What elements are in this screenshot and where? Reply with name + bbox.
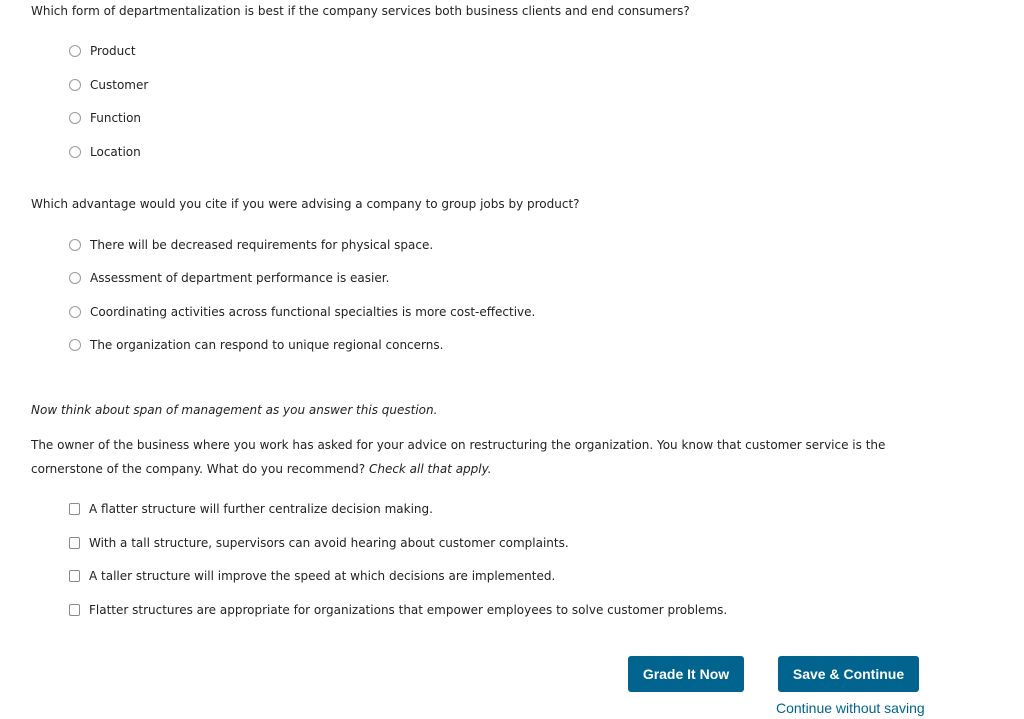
radio-button[interactable] xyxy=(69,45,81,57)
option-label: Product xyxy=(90,44,136,58)
question-3-prompt-block xyxy=(31,433,931,481)
checkbox[interactable] xyxy=(69,570,80,582)
option-label: Customer xyxy=(90,78,149,92)
question-3-intro: Now think about span of management as you answer this question. xyxy=(31,403,438,417)
q2-option-1[interactable] xyxy=(69,237,433,253)
radio-button[interactable] xyxy=(69,272,81,284)
radio-button[interactable] xyxy=(69,146,81,158)
q1-option-location[interactable] xyxy=(69,144,141,160)
option-label: Assessment of department performance is easier. xyxy=(90,271,390,285)
continue-without-saving-link[interactable]: Continue without saving xyxy=(776,700,925,716)
radio-button[interactable] xyxy=(69,112,81,124)
grade-it-now-button[interactable]: Grade It Now xyxy=(628,656,744,692)
q2-option-4[interactable] xyxy=(69,337,443,353)
checkbox[interactable] xyxy=(69,604,80,616)
q1-option-function[interactable] xyxy=(69,110,141,126)
radio-button[interactable] xyxy=(69,306,81,318)
option-label: Flatter structures are appropriate for organizations that empower employees to solve customer problems. xyxy=(89,603,728,617)
checkbox[interactable] xyxy=(69,537,80,549)
radio-button[interactable] xyxy=(69,79,81,91)
question-3-instruction: Check all that apply. xyxy=(368,462,492,476)
q2-option-3[interactable] xyxy=(69,304,535,320)
option-label: With a tall structure, supervisors can avoid hearing about customer complaints. xyxy=(89,536,569,550)
q3-option-3[interactable] xyxy=(69,568,555,584)
question-1-prompt: Which form of departmentalization is best if the company services both business clients and end consumers? xyxy=(31,4,690,18)
option-label: A taller structure will improve the speed at which decisions are implemented. xyxy=(89,569,556,583)
q3-option-1[interactable] xyxy=(69,501,433,517)
radio-button[interactable] xyxy=(69,239,81,251)
question-2-prompt: Which advantage would you cite if you were advising a company to group jobs by product? xyxy=(31,197,580,211)
q1-option-customer[interactable] xyxy=(69,77,148,93)
q3-option-2[interactable] xyxy=(69,535,569,551)
option-label: Location xyxy=(90,145,141,159)
checkbox[interactable] xyxy=(69,503,80,515)
save-and-continue-button[interactable]: Save & Continue xyxy=(778,656,919,692)
q3-option-4[interactable] xyxy=(69,602,727,618)
q1-option-product[interactable] xyxy=(69,43,136,59)
option-label: Coordinating activities across functional specialties is more cost-effective. xyxy=(90,305,536,319)
radio-button[interactable] xyxy=(69,339,81,351)
option-label: Function xyxy=(90,111,142,125)
option-label: The organization can respond to unique regional concerns. xyxy=(90,338,444,352)
option-label: There will be decreased requirements for physical space. xyxy=(90,238,434,252)
question-3-prompt: The owner of the business where you work has asked for your advice on restructuring the organization. You know that customer service is the cornerstone of the company. What do you recommend? xyxy=(31,438,886,476)
option-label: A flatter structure will further centralize decision making. xyxy=(89,502,433,516)
q2-option-2[interactable] xyxy=(69,270,389,286)
